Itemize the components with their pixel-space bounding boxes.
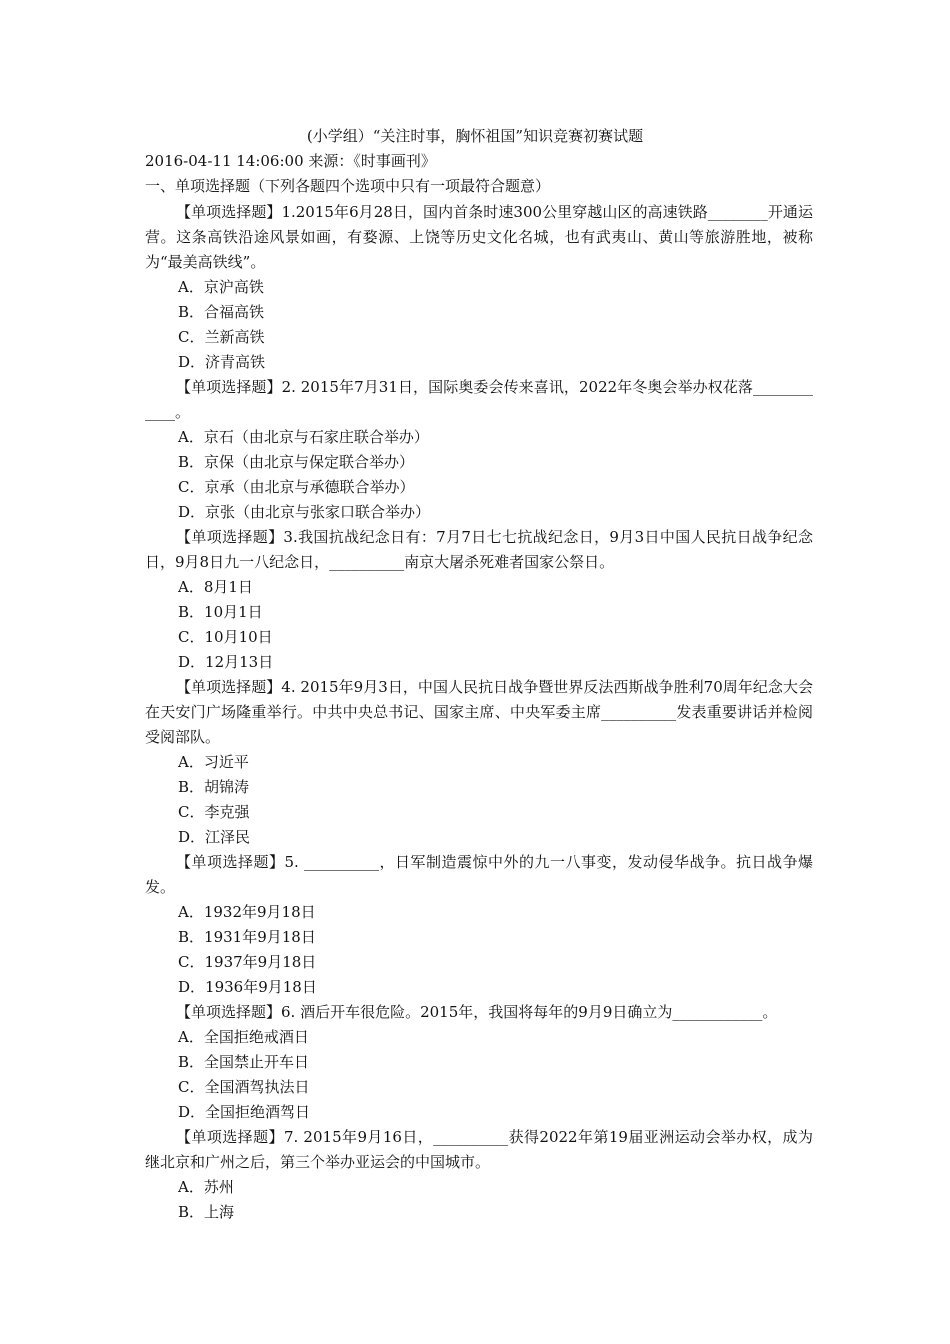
- answer-option: A．全国拒绝戒酒日: [178, 1028, 309, 1046]
- answer-option: B．胡锦涛: [178, 778, 250, 796]
- question-text: 3.我国抗战纪念日有：7月7日七七抗战纪念日，9月3日中国人民抗日战争纪念日，9月8日九一八纪念日，__________南京大屠杀死难者国家公祭日。: [145, 528, 813, 571]
- question-6: [145, 1000, 813, 1125]
- answer-option: D．济青高铁: [178, 353, 266, 371]
- answer-option: C．李克强: [178, 803, 250, 821]
- answer-option: D．京张（由北京与张家口联合举办）: [178, 503, 431, 521]
- question-type-label: 【单项选择题】: [176, 853, 285, 871]
- answer-option: B．1931年9月18日: [178, 928, 316, 946]
- answer-option: C．全国酒驾执法日: [178, 1078, 310, 1096]
- question-type-label: 【单项选择题】: [176, 528, 284, 546]
- answer-option: D．江泽民: [178, 828, 251, 846]
- question-type-label: 【单项选择题】: [176, 1003, 282, 1021]
- question-5: [145, 850, 813, 1000]
- question-1: [145, 200, 813, 375]
- answer-option: D．12月13日: [178, 653, 274, 671]
- publish-meta: 2016-04-11 14:06:00 来源：《时事画刊》: [145, 152, 436, 170]
- question-7: [145, 1125, 813, 1225]
- answer-option: D．1936年9月18日: [178, 978, 317, 996]
- answer-option: A．1932年9月18日: [178, 903, 316, 921]
- question-stem: [145, 525, 813, 575]
- question-type-label: 【单项选择题】: [176, 1128, 284, 1146]
- question-text: 5. __________，日军制造震惊中外的九一八事变，发动侵华战争。抗日战争爆发。: [145, 853, 813, 896]
- question-text: 7. 2015年9月16日，__________获得2022年第19届亚洲运动会举办权，成为继北京和广州之后，第三个举办亚运会的中国城市。: [145, 1128, 813, 1171]
- answer-option: B．合福高铁: [178, 303, 265, 321]
- question-list: [145, 200, 813, 1225]
- question-type-label: 【单项选择题】: [176, 378, 282, 396]
- answer-option: B．10月1日: [178, 603, 263, 621]
- answer-option: A．京沪高铁: [178, 278, 264, 296]
- question-2: [145, 375, 813, 525]
- answer-option: A．习近平: [178, 753, 249, 771]
- question-text: 4. 2015年9月3日，中国人民抗日战争暨世界反法西斯战争胜利70周年纪念大会在天安门广场隆重举行。中共中央总书记、国家主席、中央军委主席__________发表重要讲话并检阅受阅部队。: [145, 678, 813, 746]
- answer-option: A．京石（由北京与石家庄联合举办）: [178, 428, 429, 446]
- question-stem: [145, 850, 813, 900]
- question-text: 2. 2015年7月31日，国际奥委会传来喜讯，2022年冬奥会举办权花落____________。: [145, 378, 813, 421]
- question-text: 6. 酒后开车很危险。2015年，我国将每年的9月9日确立为____________。: [281, 1003, 778, 1021]
- question-type-label: 【单项选择题】: [176, 203, 282, 221]
- answer-option: A．苏州: [178, 1178, 234, 1196]
- question-stem: [145, 375, 813, 425]
- question-stem: [145, 1125, 813, 1175]
- answer-option: B．京保（由北京与保定联合举办）: [178, 453, 415, 471]
- answer-option: C．10月10日: [178, 628, 273, 646]
- question-stem: [145, 675, 813, 750]
- question-stem: [145, 200, 813, 275]
- answer-option: D．全国拒绝酒驾日: [178, 1103, 311, 1121]
- document-title: (小学组）“关注时事，胸怀祖国”知识竞赛初赛试题: [306, 127, 644, 145]
- answer-option: C．1937年9月18日: [178, 953, 317, 971]
- question-stem: [145, 1000, 813, 1025]
- question-type-label: 【单项选择题】: [176, 678, 282, 696]
- answer-option: B．全国禁止开车日: [178, 1053, 310, 1071]
- section-heading: 一、单项选择题（下列各题四个选项中只有一项最符合题意）: [145, 177, 551, 195]
- question-text: 1.2015年6月28日，国内首条时速300公里穿越山区的高速铁路________开通运营。这条高铁沿途风景如画，有婺源、上饶等历史文化名城，也有武夷山、黄山等旅游胜地，被称为“最美高铁线”。: [145, 203, 813, 271]
- answer-option: C．京承（由北京与承德联合举办）: [178, 478, 415, 496]
- question-3: [145, 525, 813, 675]
- answer-option: A．8月1日: [178, 578, 253, 596]
- answer-option: B．上海: [178, 1203, 235, 1221]
- answer-option: C．兰新高铁: [178, 328, 265, 346]
- question-4: [145, 675, 813, 850]
